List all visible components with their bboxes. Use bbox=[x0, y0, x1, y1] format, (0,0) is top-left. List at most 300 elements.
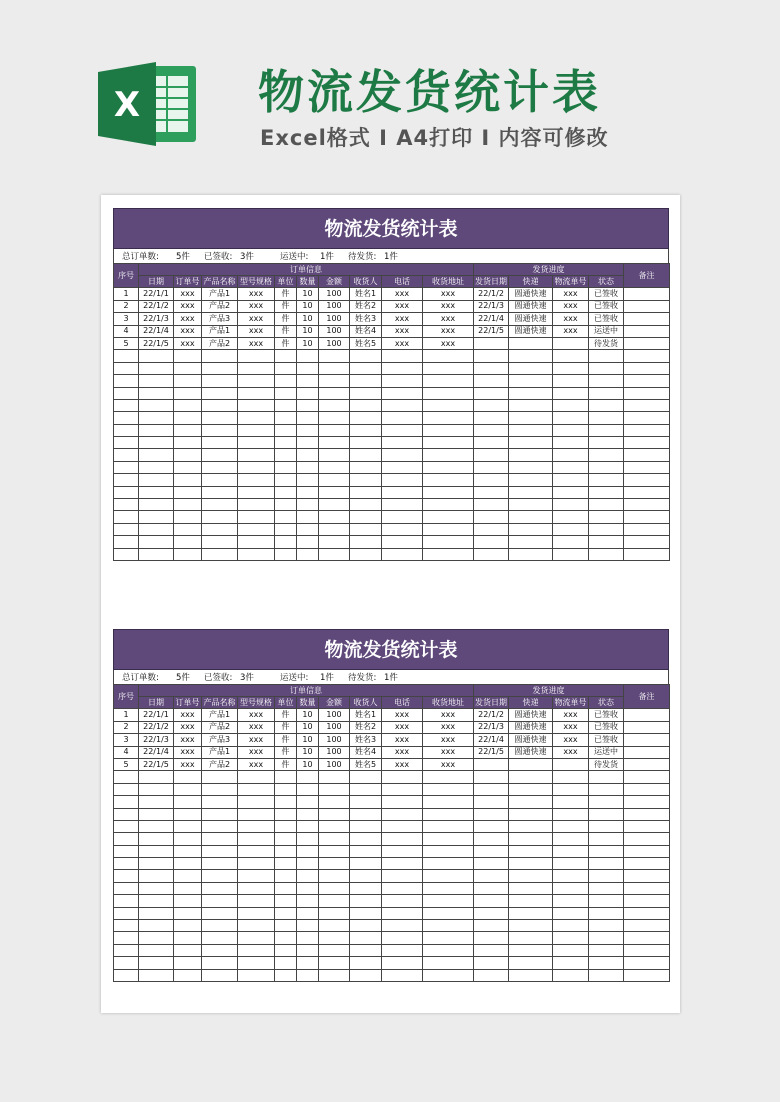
table-cell: xxx bbox=[238, 288, 275, 300]
table-cell: 100 bbox=[319, 288, 350, 300]
empty-cell bbox=[139, 932, 174, 944]
empty-cell bbox=[423, 523, 474, 535]
empty-cell bbox=[474, 845, 509, 857]
empty-row bbox=[114, 808, 670, 820]
total-value: 5件 bbox=[176, 252, 190, 262]
table-cell: xxx bbox=[423, 313, 474, 325]
empty-cell bbox=[139, 771, 174, 783]
empty-cell bbox=[275, 808, 297, 820]
table-cell bbox=[624, 746, 670, 758]
empty-cell bbox=[474, 523, 509, 535]
empty-cell bbox=[382, 486, 423, 498]
table-row bbox=[114, 721, 670, 733]
empty-cell bbox=[350, 771, 382, 783]
empty-cell bbox=[297, 969, 319, 981]
empty-cell bbox=[423, 362, 474, 374]
empty-cell bbox=[174, 362, 202, 374]
empty-cell bbox=[382, 882, 423, 894]
column-header: 金额 bbox=[319, 697, 350, 709]
table-cell: xxx bbox=[238, 758, 275, 770]
empty-cell bbox=[553, 870, 589, 882]
empty-cell bbox=[423, 796, 474, 808]
table-cell: 100 bbox=[319, 337, 350, 349]
empty-cell bbox=[238, 932, 275, 944]
empty-cell bbox=[174, 474, 202, 486]
empty-cell bbox=[275, 375, 297, 387]
empty-cell bbox=[624, 957, 670, 969]
empty-cell bbox=[139, 808, 174, 820]
table-cell: 件 bbox=[275, 300, 297, 312]
empty-cell bbox=[319, 808, 350, 820]
column-header: 订单号 bbox=[175, 276, 200, 286]
table-cell: xxx bbox=[382, 709, 423, 721]
empty-cell bbox=[319, 882, 350, 894]
empty-cell bbox=[174, 771, 202, 783]
empty-cell bbox=[275, 957, 297, 969]
empty-cell bbox=[238, 437, 275, 449]
table-cell: xxx bbox=[423, 300, 474, 312]
empty-cell bbox=[423, 808, 474, 820]
table-cell: 姓名2 bbox=[350, 721, 382, 733]
empty-cell bbox=[139, 536, 174, 548]
empty-cell bbox=[509, 399, 553, 411]
column-header: 金额 bbox=[319, 276, 350, 288]
column-header: 发货日期 bbox=[475, 276, 508, 286]
empty-cell bbox=[114, 523, 139, 535]
empty-cell bbox=[275, 796, 297, 808]
empty-cell bbox=[319, 536, 350, 548]
empty-cell bbox=[509, 461, 553, 473]
table-cell: 22/1/3 bbox=[139, 313, 174, 325]
empty-cell bbox=[174, 858, 202, 870]
empty-cell bbox=[589, 833, 624, 845]
empty-cell bbox=[350, 486, 382, 498]
empty-cell bbox=[238, 350, 275, 362]
empty-cell bbox=[275, 437, 297, 449]
empty-cell bbox=[174, 808, 202, 820]
empty-cell bbox=[382, 820, 423, 832]
empty-cell bbox=[509, 424, 553, 436]
table-cell: xxx bbox=[382, 337, 423, 349]
empty-cell bbox=[474, 536, 509, 548]
empty-cell bbox=[114, 895, 139, 907]
empty-cell bbox=[139, 833, 174, 845]
column-header: 发货日期 bbox=[475, 697, 508, 707]
empty-cell bbox=[275, 969, 297, 981]
empty-cell bbox=[202, 833, 238, 845]
empty-cell bbox=[589, 362, 624, 374]
empty-cell bbox=[139, 845, 174, 857]
empty-cell bbox=[474, 548, 509, 560]
table-row bbox=[114, 758, 670, 770]
table-cell bbox=[553, 337, 589, 349]
table-cell: 姓名2 bbox=[350, 300, 382, 312]
empty-cell bbox=[589, 796, 624, 808]
empty-cell bbox=[319, 845, 350, 857]
table-row bbox=[114, 337, 670, 349]
empty-cell bbox=[202, 362, 238, 374]
empty-cell bbox=[423, 399, 474, 411]
empty-cell bbox=[114, 387, 139, 399]
empty-cell bbox=[474, 511, 509, 523]
empty-cell bbox=[553, 375, 589, 387]
empty-cell bbox=[139, 461, 174, 473]
table-cell: 姓名5 bbox=[350, 337, 382, 349]
table-cell: 圆通快速 bbox=[509, 300, 553, 312]
empty-cell bbox=[319, 424, 350, 436]
empty-cell bbox=[139, 523, 174, 535]
empty-cell bbox=[275, 870, 297, 882]
empty-cell bbox=[624, 783, 670, 795]
empty-cell bbox=[238, 771, 275, 783]
empty-cell bbox=[474, 486, 509, 498]
column-header: 物流单号 bbox=[554, 697, 587, 707]
table-cell: 已签收 bbox=[589, 313, 624, 325]
empty-cell bbox=[202, 944, 238, 956]
table-cell: 10 bbox=[297, 721, 319, 733]
empty-cell bbox=[624, 870, 670, 882]
table-cell: 姓名1 bbox=[350, 709, 382, 721]
table-cell: xxx bbox=[382, 313, 423, 325]
empty-cell bbox=[423, 895, 474, 907]
empty-cell bbox=[624, 820, 670, 832]
empty-cell bbox=[275, 845, 297, 857]
empty-row bbox=[114, 511, 670, 523]
empty-cell bbox=[202, 932, 238, 944]
empty-cell bbox=[589, 499, 624, 511]
empty-cell bbox=[624, 536, 670, 548]
empty-cell bbox=[474, 969, 509, 981]
empty-cell bbox=[139, 895, 174, 907]
empty-cell bbox=[382, 461, 423, 473]
table-cell: 件 bbox=[275, 734, 297, 746]
empty-cell bbox=[350, 796, 382, 808]
empty-cell bbox=[114, 486, 139, 498]
empty-cell bbox=[319, 511, 350, 523]
empty-cell bbox=[202, 858, 238, 870]
empty-cell bbox=[202, 474, 238, 486]
empty-cell bbox=[139, 548, 174, 560]
empty-cell bbox=[474, 932, 509, 944]
table-cell: 运送中 bbox=[589, 746, 624, 758]
empty-cell bbox=[202, 486, 238, 498]
empty-cell bbox=[553, 944, 589, 956]
pending-value: 1件 bbox=[384, 673, 398, 683]
column-header: 电话 bbox=[382, 697, 423, 709]
empty-cell bbox=[509, 412, 553, 424]
empty-cell bbox=[350, 437, 382, 449]
empty-cell bbox=[350, 350, 382, 362]
empty-cell bbox=[350, 932, 382, 944]
table-cell: 圆通快速 bbox=[509, 325, 553, 337]
table-cell: 姓名1 bbox=[350, 288, 382, 300]
empty-cell bbox=[174, 783, 202, 795]
empty-cell bbox=[474, 387, 509, 399]
empty-cell bbox=[114, 375, 139, 387]
empty-cell bbox=[319, 932, 350, 944]
empty-cell bbox=[114, 944, 139, 956]
empty-cell bbox=[202, 808, 238, 820]
empty-row bbox=[114, 895, 670, 907]
empty-cell bbox=[319, 907, 350, 919]
empty-cell bbox=[553, 548, 589, 560]
empty-cell bbox=[238, 858, 275, 870]
empty-cell bbox=[238, 895, 275, 907]
spreadsheet-2 bbox=[113, 629, 669, 982]
empty-cell bbox=[139, 350, 174, 362]
empty-cell bbox=[553, 895, 589, 907]
empty-cell bbox=[174, 548, 202, 560]
transit-label: 运送中: bbox=[280, 673, 309, 683]
empty-cell bbox=[297, 499, 319, 511]
table-cell: xxx bbox=[423, 709, 474, 721]
empty-cell bbox=[350, 870, 382, 882]
table-row bbox=[114, 300, 670, 312]
table-cell: 件 bbox=[275, 313, 297, 325]
empty-cell bbox=[238, 907, 275, 919]
empty-cell bbox=[474, 944, 509, 956]
column-header: 收货地址 bbox=[423, 276, 474, 288]
empty-cell bbox=[474, 858, 509, 870]
empty-cell bbox=[297, 920, 319, 932]
empty-cell bbox=[350, 957, 382, 969]
empty-cell bbox=[509, 536, 553, 548]
empty-cell bbox=[297, 511, 319, 523]
column-header: 收货地址 bbox=[423, 697, 474, 709]
empty-cell bbox=[423, 387, 474, 399]
empty-cell bbox=[319, 944, 350, 956]
table-cell: 姓名4 bbox=[350, 746, 382, 758]
table-cell: 10 bbox=[297, 313, 319, 325]
table-cell: 件 bbox=[275, 325, 297, 337]
empty-cell bbox=[553, 932, 589, 944]
empty-cell bbox=[174, 399, 202, 411]
empty-cell bbox=[114, 362, 139, 374]
empty-cell bbox=[509, 820, 553, 832]
empty-cell bbox=[474, 474, 509, 486]
column-header: 快递 bbox=[509, 697, 553, 709]
table-cell bbox=[553, 758, 589, 770]
empty-cell bbox=[382, 523, 423, 535]
table-cell: xxx bbox=[553, 746, 589, 758]
empty-cell bbox=[238, 969, 275, 981]
column-header: 数量 bbox=[297, 276, 319, 288]
empty-cell bbox=[624, 920, 670, 932]
empty-cell bbox=[275, 350, 297, 362]
table-cell: 100 bbox=[319, 325, 350, 337]
empty-cell bbox=[202, 536, 238, 548]
table-cell: 姓名4 bbox=[350, 325, 382, 337]
empty-cell bbox=[509, 882, 553, 894]
table-cell: 10 bbox=[297, 288, 319, 300]
empty-cell bbox=[174, 486, 202, 498]
empty-row bbox=[114, 870, 670, 882]
empty-cell bbox=[553, 486, 589, 498]
table-cell: 22/1/2 bbox=[474, 288, 509, 300]
table-cell: 产品2 bbox=[202, 337, 238, 349]
empty-cell bbox=[589, 523, 624, 535]
empty-cell bbox=[589, 820, 624, 832]
empty-cell bbox=[350, 882, 382, 894]
empty-cell bbox=[624, 882, 670, 894]
empty-cell bbox=[297, 895, 319, 907]
empty-cell bbox=[423, 511, 474, 523]
empty-cell bbox=[114, 548, 139, 560]
table-cell: xxx bbox=[423, 734, 474, 746]
table-cell: 22/1/4 bbox=[474, 313, 509, 325]
empty-cell bbox=[624, 412, 670, 424]
empty-row bbox=[114, 449, 670, 461]
table-cell: 22/1/2 bbox=[474, 709, 509, 721]
empty-cell bbox=[589, 858, 624, 870]
empty-cell bbox=[589, 920, 624, 932]
empty-cell bbox=[423, 858, 474, 870]
table-cell: 件 bbox=[275, 746, 297, 758]
empty-cell bbox=[297, 944, 319, 956]
empty-cell bbox=[589, 907, 624, 919]
empty-cell bbox=[423, 833, 474, 845]
empty-cell bbox=[275, 474, 297, 486]
hero-title: 物流发货统计表 bbox=[258, 65, 601, 119]
empty-cell bbox=[624, 907, 670, 919]
column-header: 快递 bbox=[509, 276, 553, 288]
empty-cell bbox=[202, 461, 238, 473]
empty-cell bbox=[275, 362, 297, 374]
empty-cell bbox=[319, 783, 350, 795]
empty-cell bbox=[139, 870, 174, 882]
table-row bbox=[114, 313, 670, 325]
table-cell: 件 bbox=[275, 758, 297, 770]
empty-cell bbox=[297, 882, 319, 894]
empty-cell bbox=[174, 882, 202, 894]
empty-cell bbox=[553, 511, 589, 523]
empty-cell bbox=[624, 437, 670, 449]
empty-cell bbox=[624, 895, 670, 907]
empty-cell bbox=[114, 771, 139, 783]
table-cell: xxx bbox=[553, 288, 589, 300]
empty-row bbox=[114, 845, 670, 857]
empty-cell bbox=[275, 882, 297, 894]
empty-cell bbox=[174, 920, 202, 932]
empty-row bbox=[114, 858, 670, 870]
empty-cell bbox=[589, 932, 624, 944]
empty-cell bbox=[202, 399, 238, 411]
table-cell: xxx bbox=[382, 288, 423, 300]
empty-cell bbox=[139, 437, 174, 449]
empty-cell bbox=[238, 375, 275, 387]
column-header: 电话 bbox=[382, 276, 423, 288]
empty-cell bbox=[474, 771, 509, 783]
empty-cell bbox=[275, 895, 297, 907]
empty-cell bbox=[202, 895, 238, 907]
empty-cell bbox=[202, 523, 238, 535]
empty-cell bbox=[319, 523, 350, 535]
empty-cell bbox=[350, 449, 382, 461]
empty-cell bbox=[174, 424, 202, 436]
empty-row bbox=[114, 499, 670, 511]
excel-logo-icon bbox=[98, 58, 198, 150]
empty-cell bbox=[114, 796, 139, 808]
empty-cell bbox=[624, 474, 670, 486]
empty-cell bbox=[275, 461, 297, 473]
empty-cell bbox=[350, 362, 382, 374]
empty-cell bbox=[114, 437, 139, 449]
empty-cell bbox=[553, 412, 589, 424]
empty-cell bbox=[297, 833, 319, 845]
hero-subtitle: Excel格式 I A4打印 I 内容可修改 bbox=[260, 126, 609, 150]
empty-cell bbox=[624, 771, 670, 783]
empty-cell bbox=[174, 944, 202, 956]
table-cell: 2 bbox=[114, 300, 139, 312]
table-cell: xxx bbox=[238, 734, 275, 746]
empty-cell bbox=[275, 771, 297, 783]
empty-cell bbox=[174, 536, 202, 548]
empty-cell bbox=[350, 808, 382, 820]
column-header: 产品名称 bbox=[203, 697, 236, 707]
empty-cell bbox=[509, 350, 553, 362]
empty-cell bbox=[382, 412, 423, 424]
empty-cell bbox=[297, 808, 319, 820]
empty-cell bbox=[423, 944, 474, 956]
empty-cell bbox=[553, 474, 589, 486]
table-cell: 22/1/5 bbox=[139, 758, 174, 770]
empty-cell bbox=[553, 399, 589, 411]
table-cell: 件 bbox=[275, 721, 297, 733]
table-cell: 已签收 bbox=[589, 288, 624, 300]
empty-cell bbox=[139, 424, 174, 436]
header-ship-group: 发货进度 bbox=[474, 685, 624, 697]
empty-cell bbox=[297, 858, 319, 870]
table-cell: 产品3 bbox=[202, 734, 238, 746]
header-seq: 序号 bbox=[114, 685, 139, 709]
column-header: 物流单号 bbox=[554, 276, 587, 286]
empty-cell bbox=[382, 771, 423, 783]
table-cell: 待发货 bbox=[589, 337, 624, 349]
empty-cell bbox=[174, 523, 202, 535]
empty-row bbox=[114, 474, 670, 486]
empty-cell bbox=[474, 957, 509, 969]
empty-cell bbox=[589, 536, 624, 548]
empty-cell bbox=[382, 895, 423, 907]
empty-cell bbox=[275, 548, 297, 560]
table-cell: 22/1/4 bbox=[139, 325, 174, 337]
table-cell bbox=[624, 758, 670, 770]
empty-cell bbox=[238, 399, 275, 411]
empty-cell bbox=[275, 858, 297, 870]
sheet-title: 物流发货统计表 bbox=[113, 629, 669, 670]
table-cell: 件 bbox=[275, 288, 297, 300]
empty-cell bbox=[139, 957, 174, 969]
empty-cell bbox=[474, 920, 509, 932]
empty-cell bbox=[297, 362, 319, 374]
empty-cell bbox=[589, 895, 624, 907]
empty-cell bbox=[275, 424, 297, 436]
total-label: 总订单数: bbox=[122, 252, 159, 262]
table-cell: xxx bbox=[423, 325, 474, 337]
table-cell: xxx bbox=[174, 300, 202, 312]
empty-cell bbox=[350, 944, 382, 956]
empty-cell bbox=[202, 796, 238, 808]
table-cell: 100 bbox=[319, 300, 350, 312]
table-cell: 100 bbox=[319, 313, 350, 325]
table-cell: 10 bbox=[297, 758, 319, 770]
empty-cell bbox=[114, 957, 139, 969]
table-cell: 圆通快速 bbox=[509, 288, 553, 300]
table-cell: xxx bbox=[174, 746, 202, 758]
empty-cell bbox=[297, 523, 319, 535]
empty-cell bbox=[382, 511, 423, 523]
empty-cell bbox=[202, 387, 238, 399]
